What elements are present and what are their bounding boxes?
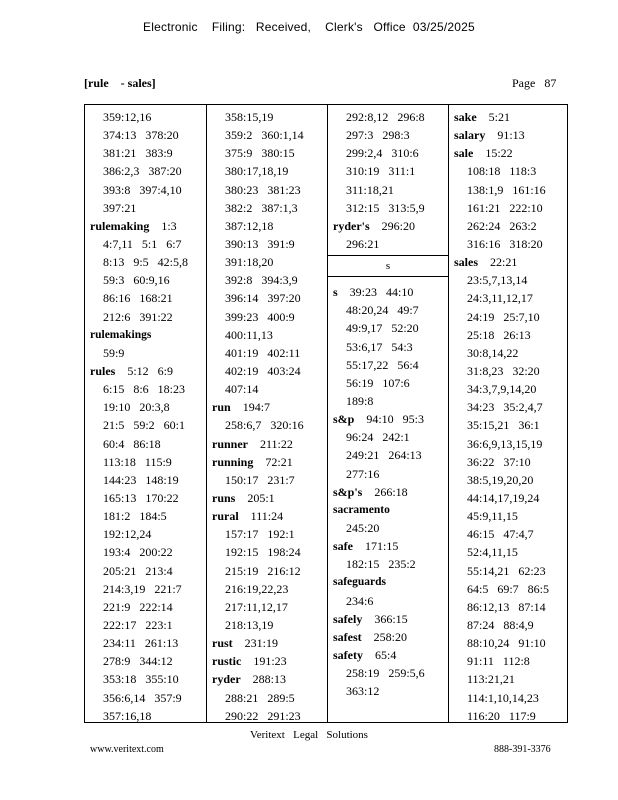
index-references: 402:19 403:24	[225, 363, 301, 378]
index-references: 45:9,11,15	[467, 509, 518, 524]
index-references: 192:15 198:24	[225, 545, 301, 560]
index-references: 311:18,21	[346, 182, 394, 197]
index-references: 24:19 25:7,10	[467, 309, 540, 324]
page-number: Page 87	[512, 76, 557, 90]
index-term: safety	[333, 647, 363, 662]
index-references: 150:17 231:7	[225, 472, 295, 487]
index-references: 1:3	[161, 218, 177, 233]
index-references: 59:9	[103, 345, 125, 360]
index-term: rural	[212, 509, 239, 524]
index-entry	[328, 628, 448, 646]
index-references: 87:24 88:4,9	[467, 617, 534, 632]
index-references: 5:12 6:9	[127, 363, 174, 378]
index-references: 292:8,12 296:8	[346, 110, 425, 124]
index-range: [rule - sales]	[84, 76, 156, 90]
index-references: 21:5 59:2 60:1	[103, 418, 186, 433]
word-index-table	[84, 104, 568, 723]
index-references: 36:22 37:10	[467, 454, 531, 469]
index-references: 380:23 381:23	[225, 182, 301, 197]
index-references: 193:4 200:22	[103, 545, 173, 560]
index-references: 380:17,18,19	[225, 164, 289, 179]
index-references: 171:15	[365, 539, 399, 554]
index-references: 30:8,14,22	[467, 345, 519, 360]
index-references: 359:12,16	[103, 110, 152, 124]
index-references: 277:16	[346, 466, 380, 481]
index-term: rulemakings	[90, 328, 152, 341]
index-references: 4:7,11 5:1 6:7	[103, 236, 182, 251]
index-references: 34:3,7,9,14,20	[467, 382, 537, 397]
index-references: 363:12	[346, 684, 380, 699]
index-references: 113:18 115:9	[103, 454, 172, 469]
index-references: 353:18 355:10	[103, 672, 179, 687]
index-references: 401:19 402:11	[225, 345, 301, 360]
index-references: 297:3 298:3	[346, 128, 410, 143]
index-column-1	[85, 105, 206, 722]
index-references: 72:21	[265, 454, 293, 469]
index-references: 366:15	[374, 611, 408, 626]
index-entry	[207, 507, 327, 525]
index-references: 245:20	[346, 520, 380, 535]
index-references: 391:18,20	[225, 255, 274, 270]
index-term: rules	[90, 363, 116, 378]
index-references: 222:17 223:1	[103, 617, 173, 632]
index-entry	[207, 652, 327, 670]
index-references: 181:2 184:5	[103, 509, 167, 524]
index-references: 86:16 168:21	[103, 291, 173, 306]
index-term: s	[333, 285, 338, 300]
index-references: 358:15,19	[225, 110, 274, 124]
index-references: 205:21 213:4	[103, 563, 173, 578]
index-references: 288:21 289:5	[225, 690, 295, 705]
index-term: s&p	[333, 412, 355, 427]
index-references: 60:4 86:18	[103, 436, 161, 451]
index-references: 86:12,13 87:14	[467, 599, 546, 614]
index-term: safeguards	[333, 576, 387, 589]
index-references: 157:17 192:1	[225, 527, 295, 542]
index-references: 356:6,14 357:9	[103, 690, 182, 705]
index-references: 5:21	[488, 110, 511, 124]
index-column-4	[448, 105, 569, 722]
index-references: 36:6,9,13,15,19	[467, 436, 543, 451]
index-term: safe	[333, 539, 353, 554]
index-term: ryder's	[333, 218, 370, 233]
index-term: runner	[212, 436, 248, 451]
index-references: 211:22	[260, 436, 293, 451]
index-references: 290:22 291:23	[225, 708, 301, 723]
index-references: 258:20	[373, 629, 408, 644]
index-term: rust	[212, 636, 233, 651]
index-references: 382:2 387:1,3	[225, 200, 298, 215]
index-entry	[449, 126, 569, 144]
index-references: 407:14	[225, 382, 259, 397]
index-references: 44:14,17,19,24	[467, 490, 540, 505]
index-column-3	[327, 105, 448, 722]
index-references: 266:18	[374, 484, 408, 499]
index-entry	[328, 483, 448, 501]
index-entry	[207, 634, 327, 652]
index-references: 35:15,21 36:1	[467, 418, 540, 433]
index-references: 31:8,23 32:20	[467, 363, 540, 378]
index-entry	[85, 362, 206, 380]
index-references: 310:19 311:1	[346, 164, 416, 179]
index-references: 216:19,22,23	[225, 581, 289, 596]
index-references: 59:3 60:9,16	[103, 273, 170, 288]
index-term: sale	[454, 146, 474, 161]
index-term: safest	[333, 629, 362, 644]
index-references: 65:4	[375, 647, 397, 662]
index-entry	[207, 670, 327, 688]
index-references: 249:21 264:13	[346, 448, 422, 463]
index-term: running	[212, 454, 254, 469]
index-references: 381:21 383:9	[103, 146, 173, 161]
index-references: 144:23 148:19	[103, 472, 179, 487]
index-references: 392:8 394:3,9	[225, 273, 298, 288]
index-references: 316:16 318:20	[467, 236, 543, 251]
index-references: 258:6,7 320:16	[225, 418, 304, 433]
index-references: 39:23 44:10	[349, 285, 414, 300]
index-references: 111:24	[250, 509, 284, 524]
index-term: s&p's	[333, 484, 363, 499]
index-references: 399:23 400:9	[225, 309, 295, 324]
index-references: 48:20,24 49:7	[346, 303, 419, 318]
index-references: 88:10,24 91:10	[467, 636, 546, 651]
index-references: 400:11,13	[225, 327, 273, 342]
index-entry	[85, 217, 206, 235]
index-column-2	[206, 105, 327, 722]
index-references: 357:16,18	[103, 708, 152, 723]
index-term: runs	[212, 490, 236, 505]
filing-stamp: Electronic Filing: Received, Clerk's Office 03/25/2025	[143, 20, 475, 34]
index-references: 397:21	[103, 200, 137, 215]
index-references: 192:12,24	[103, 527, 152, 542]
index-term: salary	[454, 128, 486, 143]
index-references: 55:17,22 56:4	[346, 357, 419, 372]
index-entry	[328, 646, 448, 664]
index-references: 278:9 344:12	[103, 654, 173, 669]
index-references: 194:7	[242, 400, 271, 415]
index-entry	[328, 217, 448, 235]
index-references: 165:13 170:22	[103, 490, 179, 505]
index-references: 46:15 47:4,7	[467, 527, 534, 542]
index-references: 113:21,21	[467, 672, 515, 687]
index-entry	[449, 108, 569, 126]
index-references: 23:5,7,13,14	[467, 273, 528, 288]
index-references: 288:13	[252, 672, 286, 687]
index-references: 375:9 380:15	[225, 146, 295, 161]
index-entry	[449, 144, 569, 162]
index-references: 262:24 263:2	[467, 218, 537, 233]
index-references: 215:19 216:12	[225, 563, 301, 578]
index-references: 231:19	[244, 636, 279, 651]
index-entry	[207, 489, 327, 507]
index-references: 234:11 261:13	[103, 636, 179, 651]
index-references: 390:13 391:9	[225, 236, 295, 251]
index-references: 299:2,4 310:6	[346, 146, 419, 161]
footer-website: www.veritext.com	[90, 744, 164, 755]
index-entry	[207, 435, 327, 453]
index-references: 191:23	[253, 654, 287, 669]
index-references: 55:14,21 62:23	[467, 563, 546, 578]
index-references: 8:13 9:5 42:5,8	[103, 255, 189, 270]
index-references: 91:13	[497, 128, 525, 143]
index-entry	[328, 410, 448, 428]
index-references: 6:15 8:6 18:23	[103, 382, 186, 397]
index-references: 182:15 235:2	[346, 557, 416, 572]
index-term: rustic	[212, 654, 242, 669]
index-entry	[328, 283, 448, 301]
index-references: 49:9,17 52:20	[346, 321, 419, 336]
index-term: ryder	[212, 672, 241, 687]
index-references: 312:15 313:5,9	[346, 200, 425, 215]
section-letter: s	[328, 255, 448, 277]
index-references: 25:18 26:13	[467, 327, 531, 342]
index-entry	[328, 610, 448, 628]
index-term: safely	[333, 611, 363, 626]
index-references: 393:8 397:4,10	[103, 182, 182, 197]
index-references: 189:8	[346, 393, 374, 408]
index-references: 296:21	[346, 236, 380, 251]
index-references: 205:1	[247, 490, 275, 505]
index-references: 218:13,19	[225, 617, 274, 632]
index-references: 374:13 378:20	[103, 128, 179, 143]
index-references: 64:5 69:7 86:5	[467, 581, 550, 596]
index-references: 91:11 112:8	[467, 654, 530, 669]
index-entry	[449, 253, 569, 271]
index-references: 212:6 391:22	[103, 309, 173, 324]
index-references: 22:21	[490, 255, 518, 270]
index-entry	[207, 453, 327, 471]
index-references: 221:9 222:14	[103, 599, 173, 614]
index-references: 258:19 259:5,6	[346, 666, 425, 681]
index-entry	[328, 537, 448, 555]
index-term: sales	[454, 255, 478, 270]
index-references: 56:19 107:6	[346, 375, 410, 390]
index-references: 386:2,3 387:20	[103, 164, 182, 179]
index-references: 234:6	[346, 593, 374, 608]
index-references: 296:20	[381, 218, 415, 233]
index-references: 214:3,19 221:7	[103, 581, 182, 596]
index-references: 94:10 95:3	[366, 412, 425, 427]
index-references: 19:10 20:3,8	[103, 400, 170, 415]
index-term: run	[212, 400, 231, 415]
index-references: 116:20 117:9	[467, 708, 536, 723]
footer-phone: 888-391-3376	[494, 744, 551, 755]
index-references: 359:2 360:1,14	[225, 128, 304, 143]
index-references: 24:3,11,12,17	[467, 291, 533, 306]
index-references: 217:11,12,17	[225, 599, 288, 614]
index-term: sake	[454, 110, 477, 124]
index-references: 96:24 242:1	[346, 430, 410, 445]
index-references: 15:22	[485, 146, 513, 161]
index-entry	[207, 398, 327, 416]
index-references: 52:4,11,15	[467, 545, 518, 560]
index-references: 396:14 397:20	[225, 291, 301, 306]
index-references: 108:18 118:3	[467, 164, 537, 179]
index-references: 38:5,19,20,20	[467, 472, 534, 487]
index-references: 387:12,18	[225, 218, 274, 233]
index-term: rulemaking	[90, 218, 150, 233]
footer-company: Veritext Legal Solutions	[250, 729, 368, 741]
index-references: 34:23 35:2,4,7	[467, 400, 543, 415]
index-references: 138:1,9 161:16	[467, 182, 546, 197]
index-term: sacramento	[333, 503, 390, 516]
index-references: 161:21 222:10	[467, 200, 543, 215]
index-references: 114:1,10,14,23	[467, 690, 539, 705]
index-references: 53:6,17 54:3	[346, 339, 413, 354]
